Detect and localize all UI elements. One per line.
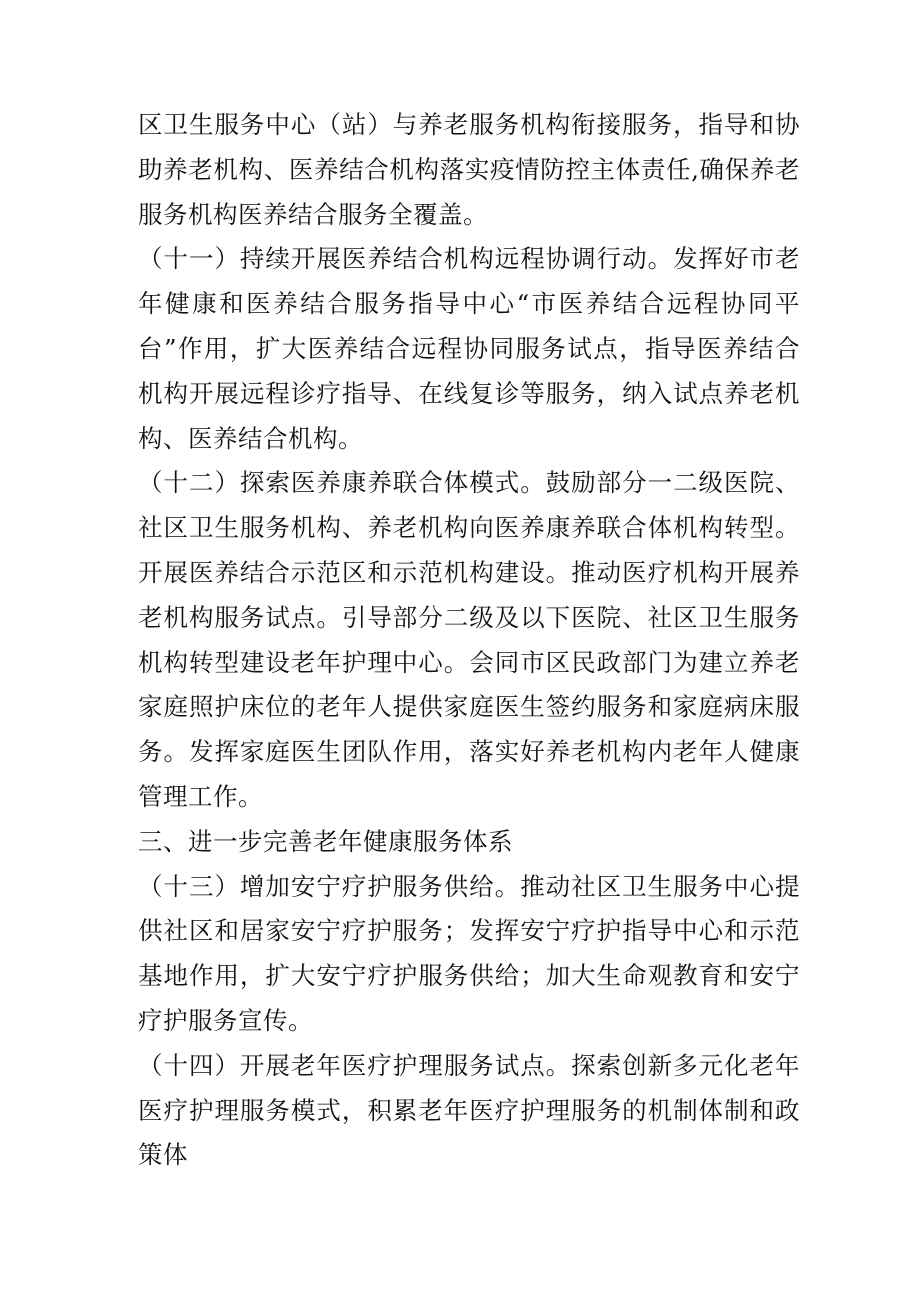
paragraph-item-11: （十一）持续开展医养结合机构远程协调行动。发挥好市老年健康和医养结合服务指导中心“市医养结合远程协同平台”作用，扩大医养结合远程协同服务试点，指导医养结合机构开展远程诊疗指导、在线复诊等服务，纳入试点养老机构、医养结合机构。 (138, 244, 800, 453)
paragraph-continuation: 区卫生服务中心（站）与养老服务机构衔接服务，指导和协助养老机构、医养结合机构落实疫情防控主体责任,确保养老服务机构医养结合服务全覆盖。 (138, 110, 800, 229)
paragraph-item-12: （十二）探索医养康养联合体模式。鼓励部分一二级医院、社区卫生服务机构、养老机构向医养康养联合体机构转型。开展医养结合示范区和示范机构建设。推动医疗机构开展养老机构服务试点。引导部分二级及以下医院、社区卫生服务机构转型建设老年护理中心。会同市区民政部门为建立养老家庭照护床位的老年人提供家庭医生签约服务和家庭病床服务。发挥家庭医生团队作用，落实好养老机构内老年人健康管理工作。 (138, 468, 800, 811)
paragraph-item-14: （十四）开展老年医疗护理服务试点。探索创新多元化老年医疗护理服务模式，积累老年医疗护理服务的机制体制和政策体 (138, 1050, 800, 1170)
paragraph-item-13: （十三）增加安宁疗护服务供给。推动社区卫生服务中心提供社区和居家安宁疗护服务；发挥安宁疗护指导中心和示范基地作用，扩大安宁疗护服务供给；加大生命观教育和安宁疗护服务宣传。 (138, 871, 800, 1035)
section-heading-3: 三、进一步完善老年健康服务体系 (138, 826, 513, 856)
document-body (138, 103, 800, 1178)
